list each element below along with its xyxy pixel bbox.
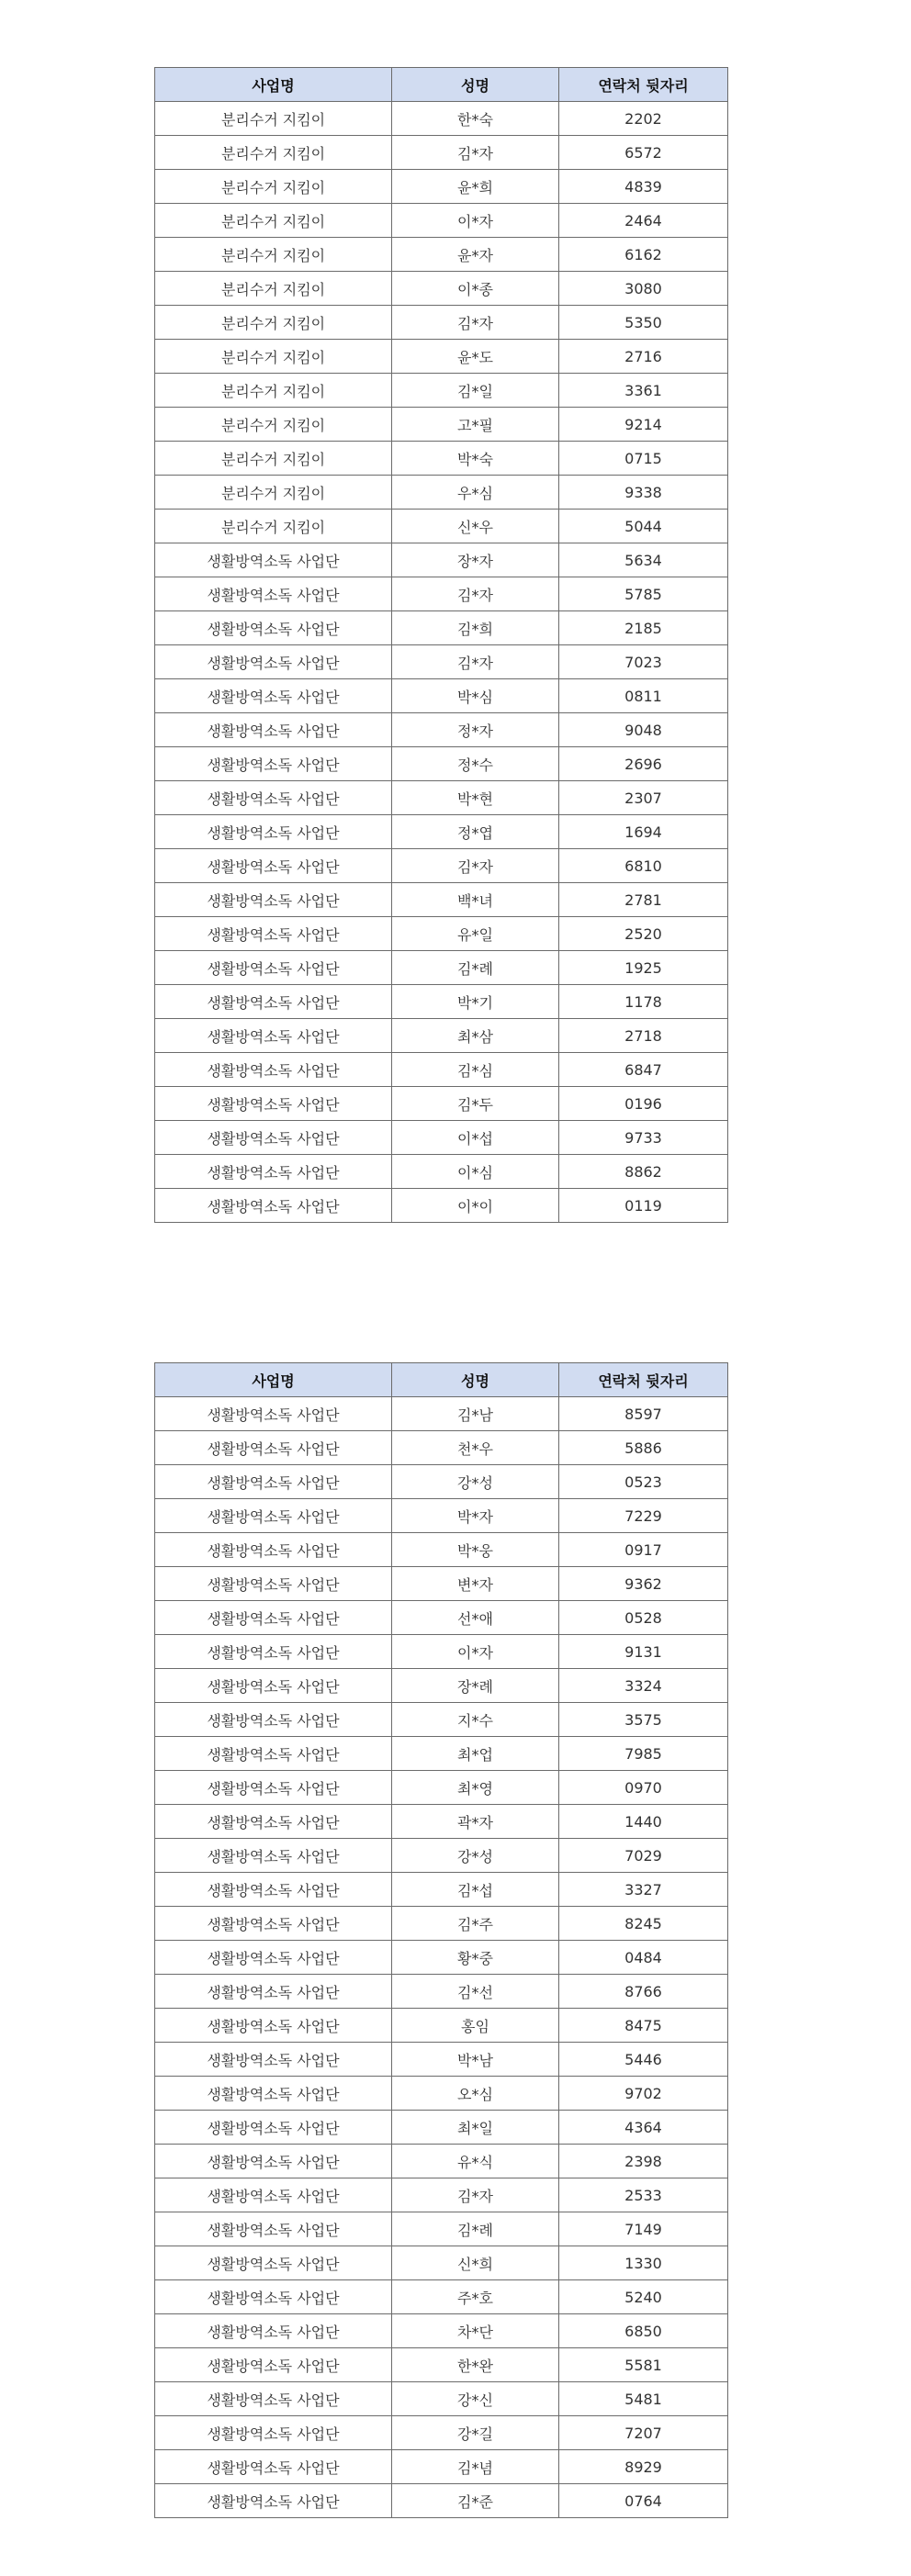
cell-project-name: 생활방역소독 사업단 (155, 1121, 392, 1155)
table-row (155, 2314, 728, 2348)
cell-project-name: 생활방역소독 사업단 (155, 883, 392, 917)
cell-project-name: 생활방역소독 사업단 (155, 2484, 392, 2518)
cell-person-name: 신*희 (392, 2246, 559, 2280)
cell-person-name: 이*심 (392, 1155, 559, 1189)
cell-project-name: 생활방역소독 사업단 (155, 985, 392, 1019)
table-row (155, 306, 728, 340)
cell-phone-last-digits: 2781 (559, 883, 728, 917)
cell-phone-last-digits: 9702 (559, 2077, 728, 2111)
cell-project-name: 생활방역소독 사업단 (155, 747, 392, 781)
cell-project-name: 분리수거 지킴이 (155, 374, 392, 408)
cell-phone-last-digits: 2464 (559, 204, 728, 238)
cell-person-name: 김*자 (392, 577, 559, 611)
cell-project-name: 분리수거 지킴이 (155, 510, 392, 543)
table-row (155, 2450, 728, 2484)
table-row (155, 204, 728, 238)
cell-phone-last-digits: 0196 (559, 1087, 728, 1121)
cell-project-name: 생활방역소독 사업단 (155, 1431, 392, 1465)
cell-project-name: 생활방역소독 사업단 (155, 2212, 392, 2246)
cell-phone-last-digits: 4364 (559, 2111, 728, 2145)
cell-person-name: 우*심 (392, 476, 559, 510)
table-row (155, 476, 728, 510)
cell-phone-last-digits: 1694 (559, 815, 728, 849)
table-row (155, 1155, 728, 1189)
table-row (155, 2178, 728, 2212)
cell-person-name: 이*종 (392, 272, 559, 306)
cell-project-name: 생활방역소독 사업단 (155, 1601, 392, 1635)
cell-project-name: 생활방역소독 사업단 (155, 1737, 392, 1771)
table-row (155, 2212, 728, 2246)
cell-project-name: 생활방역소독 사업단 (155, 1907, 392, 1941)
cell-phone-last-digits: 1440 (559, 1805, 728, 1839)
cell-project-name: 생활방역소독 사업단 (155, 1771, 392, 1805)
table-row (155, 815, 728, 849)
cell-person-name: 이*이 (392, 1189, 559, 1223)
table-row (155, 611, 728, 645)
table-row (155, 2077, 728, 2111)
cell-person-name: 정*자 (392, 713, 559, 747)
cell-person-name: 오*심 (392, 2077, 559, 2111)
cell-project-name: 분리수거 지킴이 (155, 136, 392, 170)
cell-person-name: 박*숙 (392, 442, 559, 476)
table-row (155, 1465, 728, 1499)
table-row (155, 2416, 728, 2450)
header-project-name: 사업명 (155, 68, 392, 102)
cell-person-name: 최*일 (392, 2111, 559, 2145)
header-phone-last-digits: 연락처 뒷자리 (559, 1363, 728, 1397)
cell-project-name: 생활방역소독 사업단 (155, 849, 392, 883)
cell-phone-last-digits: 0970 (559, 1771, 728, 1805)
cell-project-name: 생활방역소독 사업단 (155, 1635, 392, 1669)
table-row (155, 1601, 728, 1635)
table-row (155, 238, 728, 272)
cell-project-name: 생활방역소독 사업단 (155, 2382, 392, 2416)
cell-phone-last-digits: 6810 (559, 849, 728, 883)
cell-person-name: 김*남 (392, 1397, 559, 1431)
table-row (155, 1533, 728, 1567)
cell-phone-last-digits: 5240 (559, 2280, 728, 2314)
table-row (155, 1189, 728, 1223)
cell-phone-last-digits: 0119 (559, 1189, 728, 1223)
cell-person-name: 윤*희 (392, 170, 559, 204)
table-row (155, 2348, 728, 2382)
cell-phone-last-digits: 9338 (559, 476, 728, 510)
cell-person-name: 김*자 (392, 2178, 559, 2212)
cell-phone-last-digits: 2533 (559, 2178, 728, 2212)
table-row (155, 917, 728, 951)
cell-project-name: 생활방역소독 사업단 (155, 1155, 392, 1189)
cell-person-name: 김*희 (392, 611, 559, 645)
cell-phone-last-digits: 1925 (559, 951, 728, 985)
cell-phone-last-digits: 8766 (559, 1975, 728, 2009)
table-row (155, 408, 728, 442)
table-row (155, 1703, 728, 1737)
cell-project-name: 생활방역소독 사업단 (155, 2348, 392, 2382)
table-row (155, 1771, 728, 1805)
cell-person-name: 김*섭 (392, 1873, 559, 1907)
cell-phone-last-digits: 2185 (559, 611, 728, 645)
cell-project-name: 생활방역소독 사업단 (155, 815, 392, 849)
cell-phone-last-digits: 2202 (559, 102, 728, 136)
cell-phone-last-digits: 8597 (559, 1397, 728, 1431)
table-row (155, 883, 728, 917)
participant-table-1 (154, 67, 728, 1223)
cell-phone-last-digits: 3080 (559, 272, 728, 306)
cell-project-name: 생활방역소독 사업단 (155, 2314, 392, 2348)
cell-person-name: 김*례 (392, 2212, 559, 2246)
cell-person-name: 강*길 (392, 2416, 559, 2450)
table-row (155, 2280, 728, 2314)
cell-project-name: 생활방역소독 사업단 (155, 577, 392, 611)
cell-phone-last-digits: 0715 (559, 442, 728, 476)
cell-project-name: 생활방역소독 사업단 (155, 1703, 392, 1737)
cell-person-name: 김*자 (392, 136, 559, 170)
cell-phone-last-digits: 3575 (559, 1703, 728, 1737)
cell-project-name: 생활방역소독 사업단 (155, 2077, 392, 2111)
table-row (155, 272, 728, 306)
cell-phone-last-digits: 5446 (559, 2043, 728, 2077)
cell-project-name: 생활방역소독 사업단 (155, 713, 392, 747)
table-row (155, 1087, 728, 1121)
cell-person-name: 변*자 (392, 1567, 559, 1601)
cell-phone-last-digits: 9131 (559, 1635, 728, 1669)
cell-phone-last-digits: 2716 (559, 340, 728, 374)
table-row (155, 340, 728, 374)
header-person-name: 성명 (392, 1363, 559, 1397)
table-row (155, 170, 728, 204)
table-row (155, 510, 728, 543)
cell-phone-last-digits: 5886 (559, 1431, 728, 1465)
cell-person-name: 이*섭 (392, 1121, 559, 1155)
header-person-name: 성명 (392, 68, 559, 102)
cell-project-name: 생활방역소독 사업단 (155, 1975, 392, 2009)
table-row (155, 543, 728, 577)
cell-phone-last-digits: 0484 (559, 1941, 728, 1975)
cell-person-name: 김*심 (392, 1053, 559, 1087)
cell-person-name: 이*자 (392, 204, 559, 238)
cell-phone-last-digits: 5785 (559, 577, 728, 611)
cell-phone-last-digits: 8245 (559, 1907, 728, 1941)
cell-project-name: 분리수거 지킴이 (155, 306, 392, 340)
table-row (155, 1873, 728, 1907)
cell-phone-last-digits: 0917 (559, 1533, 728, 1567)
cell-project-name: 생활방역소독 사업단 (155, 1465, 392, 1499)
cell-person-name: 신*우 (392, 510, 559, 543)
cell-project-name: 생활방역소독 사업단 (155, 2111, 392, 2145)
cell-phone-last-digits: 7029 (559, 1839, 728, 1873)
table-row (155, 1121, 728, 1155)
cell-person-name: 이*자 (392, 1635, 559, 1669)
cell-person-name: 박*심 (392, 679, 559, 713)
cell-phone-last-digits: 2696 (559, 747, 728, 781)
header-phone-last-digits: 연락처 뒷자리 (559, 68, 728, 102)
cell-project-name: 분리수거 지킴이 (155, 204, 392, 238)
cell-phone-last-digits: 0528 (559, 1601, 728, 1635)
table-row (155, 645, 728, 679)
cell-person-name: 김*자 (392, 645, 559, 679)
cell-person-name: 박*자 (392, 1499, 559, 1533)
table-row (155, 2009, 728, 2043)
cell-person-name: 최*영 (392, 1771, 559, 1805)
table-row (155, 1805, 728, 1839)
cell-project-name: 생활방역소독 사업단 (155, 1087, 392, 1121)
cell-phone-last-digits: 9733 (559, 1121, 728, 1155)
cell-person-name: 박*남 (392, 2043, 559, 2077)
table-row (155, 849, 728, 883)
table-row (155, 1053, 728, 1087)
cell-project-name: 분리수거 지킴이 (155, 476, 392, 510)
cell-person-name: 지*수 (392, 1703, 559, 1737)
table-header-row (155, 68, 728, 102)
cell-person-name: 주*호 (392, 2280, 559, 2314)
cell-person-name: 최*업 (392, 1737, 559, 1771)
cell-phone-last-digits: 7149 (559, 2212, 728, 2246)
cell-person-name: 강*신 (392, 2382, 559, 2416)
cell-phone-last-digits: 8475 (559, 2009, 728, 2043)
cell-phone-last-digits: 3324 (559, 1669, 728, 1703)
cell-phone-last-digits: 2307 (559, 781, 728, 815)
table-row (155, 577, 728, 611)
cell-phone-last-digits: 1178 (559, 985, 728, 1019)
cell-person-name: 윤*도 (392, 340, 559, 374)
cell-project-name: 생활방역소독 사업단 (155, 2416, 392, 2450)
cell-person-name: 한*완 (392, 2348, 559, 2382)
cell-project-name: 생활방역소독 사업단 (155, 951, 392, 985)
cell-project-name: 분리수거 지킴이 (155, 272, 392, 306)
cell-project-name: 생활방역소독 사업단 (155, 611, 392, 645)
cell-project-name: 생활방역소독 사업단 (155, 1499, 392, 1533)
cell-project-name: 생활방역소독 사업단 (155, 1189, 392, 1223)
table-row (155, 1839, 728, 1873)
table-row (155, 747, 728, 781)
table-row (155, 781, 728, 815)
cell-phone-last-digits: 9214 (559, 408, 728, 442)
cell-project-name: 생활방역소독 사업단 (155, 1567, 392, 1601)
table-row (155, 713, 728, 747)
table-row (155, 2145, 728, 2178)
cell-phone-last-digits: 7207 (559, 2416, 728, 2450)
table-row (155, 1499, 728, 1533)
cell-person-name: 차*단 (392, 2314, 559, 2348)
cell-phone-last-digits: 5634 (559, 543, 728, 577)
table-row (155, 1737, 728, 1771)
cell-phone-last-digits: 5350 (559, 306, 728, 340)
cell-phone-last-digits: 6162 (559, 238, 728, 272)
table-row (155, 136, 728, 170)
table-row (155, 2043, 728, 2077)
table-row (155, 2246, 728, 2280)
cell-phone-last-digits: 0764 (559, 2484, 728, 2518)
table-row (155, 1397, 728, 1431)
cell-phone-last-digits: 6572 (559, 136, 728, 170)
cell-person-name: 김*자 (392, 306, 559, 340)
table-row (155, 374, 728, 408)
table-row (155, 1907, 728, 1941)
table-row (155, 2111, 728, 2145)
cell-person-name: 김*주 (392, 1907, 559, 1941)
cell-person-name: 강*성 (392, 1465, 559, 1499)
cell-person-name: 강*성 (392, 1839, 559, 1873)
table-row (155, 679, 728, 713)
cell-phone-last-digits: 9362 (559, 1567, 728, 1601)
cell-person-name: 박*웅 (392, 1533, 559, 1567)
cell-person-name: 박*기 (392, 985, 559, 1019)
cell-person-name: 김*념 (392, 2450, 559, 2484)
table-row (155, 1669, 728, 1703)
table-row (155, 2484, 728, 2518)
cell-phone-last-digits: 5044 (559, 510, 728, 543)
cell-phone-last-digits: 6847 (559, 1053, 728, 1087)
cell-person-name: 김*두 (392, 1087, 559, 1121)
cell-project-name: 생활방역소독 사업단 (155, 2450, 392, 2484)
table-row (155, 1567, 728, 1601)
cell-project-name: 생활방역소독 사업단 (155, 2009, 392, 2043)
cell-project-name: 생활방역소독 사업단 (155, 543, 392, 577)
cell-project-name: 생활방역소독 사업단 (155, 1873, 392, 1907)
cell-project-name: 분리수거 지킴이 (155, 102, 392, 136)
cell-project-name: 생활방역소독 사업단 (155, 1533, 392, 1567)
cell-person-name: 김*례 (392, 951, 559, 985)
cell-phone-last-digits: 5481 (559, 2382, 728, 2416)
cell-project-name: 생활방역소독 사업단 (155, 917, 392, 951)
cell-phone-last-digits: 7985 (559, 1737, 728, 1771)
table-row (155, 1941, 728, 1975)
cell-project-name: 생활방역소독 사업단 (155, 1019, 392, 1053)
table-row (155, 102, 728, 136)
cell-person-name: 홍임 (392, 2009, 559, 2043)
cell-phone-last-digits: 0523 (559, 1465, 728, 1499)
cell-project-name: 분리수거 지킴이 (155, 442, 392, 476)
cell-project-name: 분리수거 지킴이 (155, 340, 392, 374)
cell-person-name: 유*식 (392, 2145, 559, 2178)
header-project-name: 사업명 (155, 1363, 392, 1397)
cell-phone-last-digits: 7229 (559, 1499, 728, 1533)
cell-project-name: 분리수거 지킴이 (155, 238, 392, 272)
cell-person-name: 천*우 (392, 1431, 559, 1465)
cell-phone-last-digits: 4839 (559, 170, 728, 204)
cell-project-name: 생활방역소독 사업단 (155, 2043, 392, 2077)
table-row (155, 2382, 728, 2416)
cell-phone-last-digits: 3327 (559, 1873, 728, 1907)
cell-phone-last-digits: 8862 (559, 1155, 728, 1189)
cell-person-name: 한*숙 (392, 102, 559, 136)
table-row (155, 985, 728, 1019)
cell-person-name: 김*선 (392, 1975, 559, 2009)
cell-phone-last-digits: 1330 (559, 2246, 728, 2280)
cell-project-name: 생활방역소독 사업단 (155, 679, 392, 713)
cell-person-name: 박*현 (392, 781, 559, 815)
cell-project-name: 생활방역소독 사업단 (155, 645, 392, 679)
cell-person-name: 유*일 (392, 917, 559, 951)
cell-phone-last-digits: 2718 (559, 1019, 728, 1053)
table-row (155, 1635, 728, 1669)
cell-person-name: 선*애 (392, 1601, 559, 1635)
cell-phone-last-digits: 7023 (559, 645, 728, 679)
cell-project-name: 생활방역소독 사업단 (155, 781, 392, 815)
cell-project-name: 생활방역소독 사업단 (155, 1805, 392, 1839)
table-row (155, 1431, 728, 1465)
cell-person-name: 김*준 (392, 2484, 559, 2518)
cell-project-name: 생활방역소독 사업단 (155, 2280, 392, 2314)
cell-person-name: 윤*자 (392, 238, 559, 272)
cell-phone-last-digits: 9048 (559, 713, 728, 747)
cell-project-name: 생활방역소독 사업단 (155, 1941, 392, 1975)
cell-person-name: 김*일 (392, 374, 559, 408)
cell-phone-last-digits: 3361 (559, 374, 728, 408)
cell-project-name: 생활방역소독 사업단 (155, 2246, 392, 2280)
cell-person-name: 정*엽 (392, 815, 559, 849)
cell-phone-last-digits: 0811 (559, 679, 728, 713)
table-row (155, 1975, 728, 2009)
cell-project-name: 분리수거 지킴이 (155, 408, 392, 442)
cell-person-name: 고*필 (392, 408, 559, 442)
cell-project-name: 생활방역소독 사업단 (155, 2178, 392, 2212)
cell-phone-last-digits: 2520 (559, 917, 728, 951)
cell-person-name: 최*삼 (392, 1019, 559, 1053)
cell-person-name: 김*자 (392, 849, 559, 883)
cell-project-name: 분리수거 지킴이 (155, 170, 392, 204)
cell-phone-last-digits: 8929 (559, 2450, 728, 2484)
cell-project-name: 생활방역소독 사업단 (155, 1839, 392, 1873)
cell-person-name: 곽*자 (392, 1805, 559, 1839)
table-row (155, 951, 728, 985)
cell-phone-last-digits: 5581 (559, 2348, 728, 2382)
table-row (155, 1019, 728, 1053)
participant-table-2 (154, 1362, 728, 2518)
cell-person-name: 황*중 (392, 1941, 559, 1975)
cell-person-name: 백*녀 (392, 883, 559, 917)
cell-project-name: 생활방역소독 사업단 (155, 1397, 392, 1431)
table-header-row (155, 1363, 728, 1397)
table-row (155, 442, 728, 476)
cell-phone-last-digits: 6850 (559, 2314, 728, 2348)
cell-project-name: 생활방역소독 사업단 (155, 1669, 392, 1703)
cell-person-name: 장*자 (392, 543, 559, 577)
cell-person-name: 장*례 (392, 1669, 559, 1703)
cell-phone-last-digits: 2398 (559, 2145, 728, 2178)
cell-person-name: 정*수 (392, 747, 559, 781)
cell-project-name: 생활방역소독 사업단 (155, 2145, 392, 2178)
cell-project-name: 생활방역소독 사업단 (155, 1053, 392, 1087)
